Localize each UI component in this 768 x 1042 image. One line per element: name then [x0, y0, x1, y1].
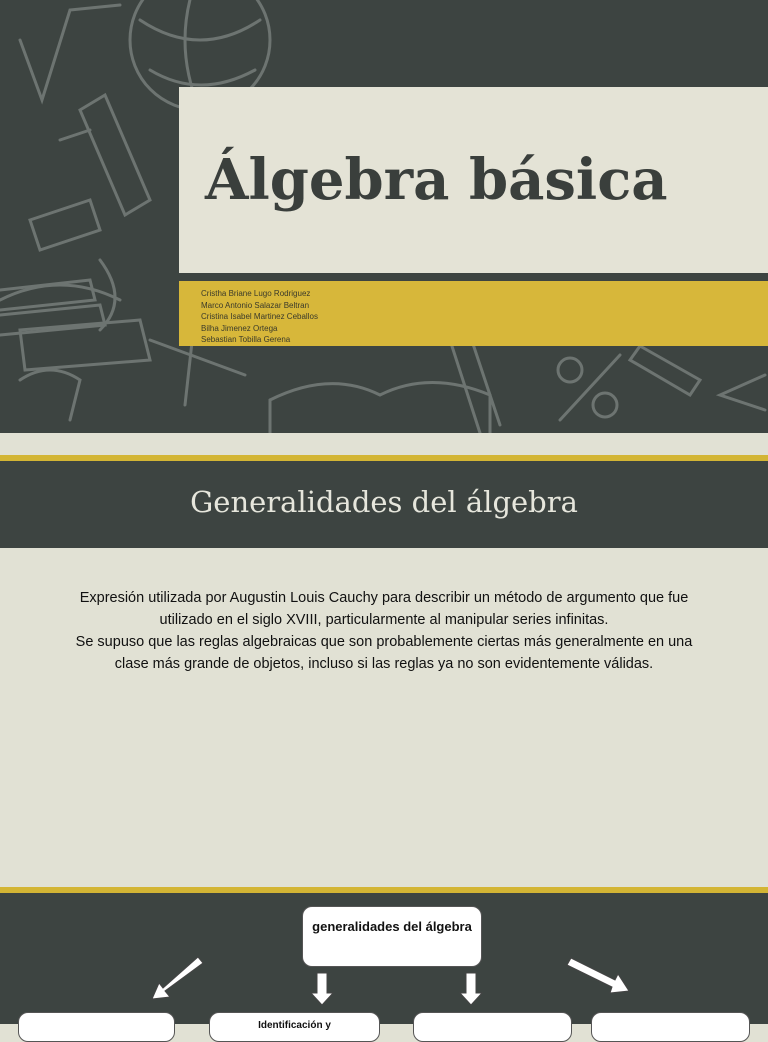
- author-name: Marco Antonio Salazar Beltran: [201, 300, 310, 310]
- slide-heading: Generalidades del álgebra: [190, 485, 578, 519]
- author-name: Bilha Jimenez Ortega: [201, 323, 278, 333]
- arrow-icon: [460, 973, 482, 1005]
- slide-title: Álgebra básica: [205, 147, 668, 213]
- child-node: [18, 1012, 175, 1042]
- slide-gap: [0, 433, 768, 455]
- diagram-slide: [0, 887, 768, 1031]
- body-paragraph: Expresión utilizada por Augustin Louis Cauchy para describir un método de argumento que fue utilizado en el siglo XVIII, particularmente al manipular series infinitas.: [79, 590, 689, 628]
- title-box: [179, 87, 768, 273]
- title-slide: [0, 0, 768, 433]
- arrow-icon: [152, 957, 203, 999]
- authors-list: [201, 288, 318, 346]
- arrow-icon: [311, 973, 333, 1005]
- content-slide: [0, 455, 768, 887]
- author-name: Cristina Isabel Martinez Ceballos: [201, 312, 318, 321]
- root-node: generalidades del álgebra: [302, 906, 482, 967]
- heading-band: [0, 455, 768, 548]
- body-paragraph: Se supuso que las reglas algebraicas que son probablemente ciertas más generalmente en una clase más grande de objetos, incluso si las reglas ya no son evidentemente válidas.: [75, 634, 693, 672]
- accent-stripe: [0, 455, 768, 461]
- child-node: [591, 1012, 750, 1042]
- child-node: Identificación y: [209, 1012, 380, 1042]
- child-node: [413, 1012, 572, 1042]
- arrow-icon: [567, 958, 629, 993]
- author-name: Cristha Briane Lugo Rodriguez: [201, 289, 311, 298]
- slide-body: [60, 587, 708, 675]
- author-name: Sebastian Tobilla Gerena: [201, 335, 291, 344]
- authors-band: [179, 281, 768, 346]
